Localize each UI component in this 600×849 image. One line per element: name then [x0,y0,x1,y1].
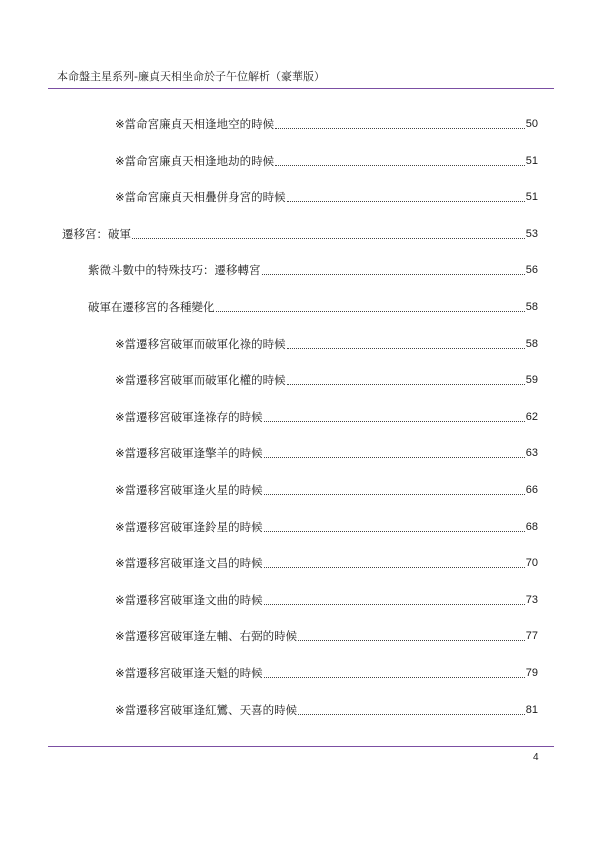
toc-entry-label: ※當命宮廉貞天相疊併身宮的時候 [115,190,286,205]
header-divider [48,88,554,89]
toc-entry[interactable] [115,372,538,388]
toc-entry-label: ※當遷移宮破軍逢文曲的時候 [115,592,263,607]
toc-entry-page-number: 81 [525,703,538,716]
toc-dot-leader [298,714,525,715]
toc-entry-page-number: 63 [525,447,538,460]
toc-dot-leader [264,604,525,605]
toc-entry-page-number: 58 [525,337,538,350]
toc-entry[interactable] [115,628,538,644]
toc-entry-page-number: 73 [525,593,538,606]
toc-entry-label: ※當遷移宮破軍逢擎羊的時候 [115,446,263,461]
toc-entry-page-number: 51 [525,154,538,167]
toc-entry-page-number: 56 [525,264,538,277]
toc-entry-page-number: 50 [525,118,538,130]
toc-entry-label: ※當遷移宮破軍而破軍化權的時候 [115,373,286,388]
toc-entry[interactable] [115,445,538,461]
toc-entry-label: 紫微斗數中的特殊技巧：遷移轉宮 [88,263,261,278]
toc-entry[interactable] [115,409,538,425]
toc-entry-page-number: 51 [525,191,538,204]
toc-dot-leader [275,128,525,129]
running-header-title: 本命盤主星系列-廉貞天相坐命於子午位解析（豪華版） [57,70,325,83]
toc-entry-page-number: 59 [525,374,538,387]
toc-dot-leader [264,677,525,678]
toc-dot-leader [264,531,525,532]
page-number: 4 [533,752,539,763]
toc-entry[interactable] [115,116,538,132]
toc-entry[interactable] [115,189,538,205]
toc-entry[interactable] [115,519,538,535]
toc-entry[interactable] [88,262,538,278]
toc-entry[interactable] [88,299,538,315]
toc-entry-page-number: 79 [525,667,538,679]
toc-dot-leader [264,457,525,458]
toc-dot-leader [264,567,525,568]
toc-entry-label: 遷移宮：破軍 [62,226,131,241]
toc-entry-label: ※當命宮廉貞天相逢地空的時候 [115,117,275,131]
toc-entry-page-number: 77 [525,630,538,643]
toc-dot-leader [298,640,525,641]
toc-entry[interactable] [115,665,538,681]
toc-entry[interactable] [62,226,538,242]
toc-dot-leader [275,165,525,166]
toc-dot-leader [262,274,525,275]
toc-entry-label: ※當遷移宮破軍逢鈴星的時候 [115,519,263,534]
toc-entry-page-number: 68 [525,520,538,533]
toc-entry-label: ※當遷移宮破軍逢紅鸞、天喜的時候 [115,702,298,717]
toc-entry[interactable] [115,482,538,498]
toc-dot-leader [287,201,525,202]
toc-entry[interactable] [115,702,538,718]
toc-entry[interactable] [115,336,538,352]
toc-entry-label: ※當命宮廉貞天相逢地劫的時候 [115,153,275,168]
toc-dot-leader [287,348,525,349]
toc-entry-page-number: 70 [525,557,538,570]
toc-entry-page-number: 66 [525,484,538,496]
toc-entry-label: ※當遷移宮破軍而破軍化祿的時候 [115,336,286,351]
toc-entry-page-number: 62 [525,410,538,423]
footer-divider [48,746,554,747]
toc-entry-label: ※當遷移宮破軍逢祿存的時候 [115,409,263,424]
toc-entry-label: ※當遷移宮破軍逢天魁的時候 [115,666,263,680]
toc-entry-page-number: 58 [525,301,538,313]
toc-dot-leader [287,384,525,385]
toc-entry[interactable] [115,592,538,608]
toc-dot-leader [264,421,525,422]
toc-entry-label: ※當遷移宮破軍逢左輔、右弼的時候 [115,629,298,644]
toc-entry[interactable] [115,555,538,571]
toc-dot-leader [216,311,525,312]
toc-entry-page-number: 53 [525,227,538,240]
toc-entry-label: ※當遷移宮破軍逢文昌的時候 [115,556,263,571]
toc-dot-leader [264,494,525,495]
toc-dot-leader [132,238,525,239]
toc-entry[interactable] [115,153,538,169]
toc-entry-label: 破軍在遷移宮的各種變化 [88,300,215,314]
toc-entry-label: ※當遷移宮破軍逢火星的時候 [115,483,263,497]
